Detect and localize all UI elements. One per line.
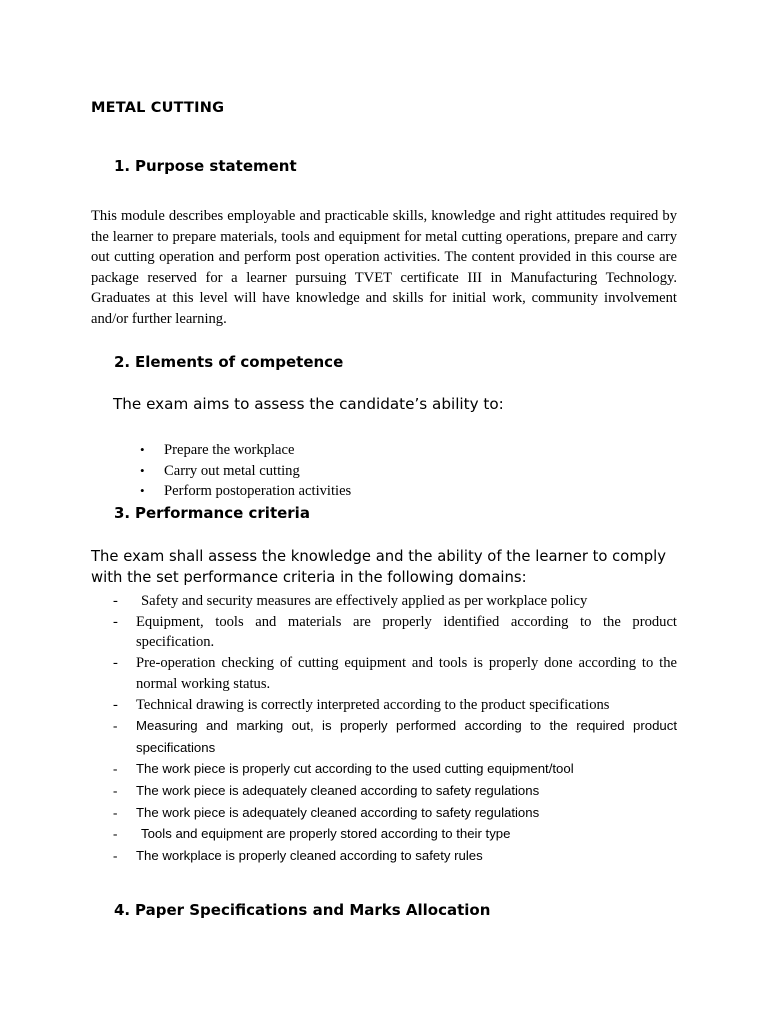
list-item-text: Prepare the workplace [164, 442, 295, 458]
section-title: Paper Specifications and Marks Allocation [135, 901, 491, 919]
dash-marker: - [113, 783, 118, 798]
list-item-text: The work piece is adequately cleaned according to safety regulations [136, 804, 540, 820]
bullet-icon: • [140, 442, 145, 457]
list-item [113, 758, 677, 780]
document-title: METAL CUTTING [91, 100, 225, 116]
section-title: Performance criteria [135, 504, 310, 522]
list-item [140, 461, 351, 482]
dash-marker: - [113, 593, 118, 609]
section-heading-criteria [114, 504, 310, 522]
section-title: Elements of competence [135, 353, 344, 371]
dash-marker: - [113, 847, 118, 863]
list-item-text: The workplace is properly cleaned according to safety rules [136, 847, 483, 863]
section-number: 2. [114, 353, 131, 371]
list-item [113, 653, 677, 694]
criteria-intro-line-1: The exam shall assess the knowledge and the ability of the learner to comply [91, 548, 667, 565]
dash-marker: - [113, 718, 118, 734]
list-item [113, 823, 677, 845]
list-item [113, 802, 677, 824]
dash-marker: - [113, 826, 118, 842]
list-item [113, 715, 677, 758]
criteria-intro-line-2: with the set performance criteria in the following domains: [91, 569, 527, 586]
section-number: 4. [114, 901, 131, 919]
list-item-text: The work piece is adequately cleaned according to safety regulations [136, 783, 540, 798]
competence-list [140, 440, 351, 502]
list-item-text: Carry out metal cutting [164, 462, 300, 479]
list-item [113, 780, 677, 802]
criteria-list [113, 591, 677, 866]
dash-marker: - [113, 804, 118, 820]
section-number: 1. [114, 157, 131, 175]
section-number: 3. [114, 504, 131, 522]
section-heading-competence [114, 353, 343, 371]
list-item-text: Measuring and marking out, is properly performed according to the required product specifications [136, 718, 677, 755]
list-item-text: Equipment, tools and materials are properly identified according to the product specification. [136, 613, 677, 651]
bullet-icon: • [140, 462, 145, 478]
list-item [140, 481, 351, 502]
bullet-icon: • [140, 483, 145, 499]
list-item [140, 440, 351, 461]
dash-marker: - [113, 761, 118, 777]
list-item-text: Perform postoperation activities [164, 483, 352, 500]
list-item-text: Safety and security measures are effectively applied as per workplace policy [141, 593, 588, 609]
dash-marker: - [113, 655, 118, 672]
list-item-text: Tools and equipment are properly stored according to their type [141, 826, 511, 842]
list-item [113, 695, 677, 716]
dash-marker: - [113, 696, 118, 713]
section-heading-paper-specifications [114, 901, 490, 919]
list-item [113, 612, 677, 653]
list-item-text: Pre-operation checking of cutting equipment and tools is properly done according to the normal working status. [136, 655, 677, 692]
dash-marker: - [113, 613, 118, 630]
list-item-text: The work piece is properly cut according to the used cutting equipment/tool [136, 761, 574, 777]
list-item-text: Technical drawing is correctly interpreted according to the product specifications [136, 696, 610, 713]
list-item [113, 591, 677, 612]
competence-intro: The exam aims to assess the candidate’s ability to: [113, 395, 504, 413]
section-heading-purpose [114, 157, 297, 175]
section-title: Purpose statement [135, 157, 297, 175]
purpose-paragraph: This module describes employable and practicable skills, knowledge and right attitudes required by the learner to prepare materials, tools and equipment for metal cutting operations, prepare and carry out cutting operation and perform post operation activities. The content provided in this course are package reserved for a learner pursuing TVET certificate III in Manufacturing Technology. Graduates at this level will have knowledge and skills for initial work, community involvement and/or further learning. [91, 208, 677, 327]
list-item [113, 845, 677, 867]
